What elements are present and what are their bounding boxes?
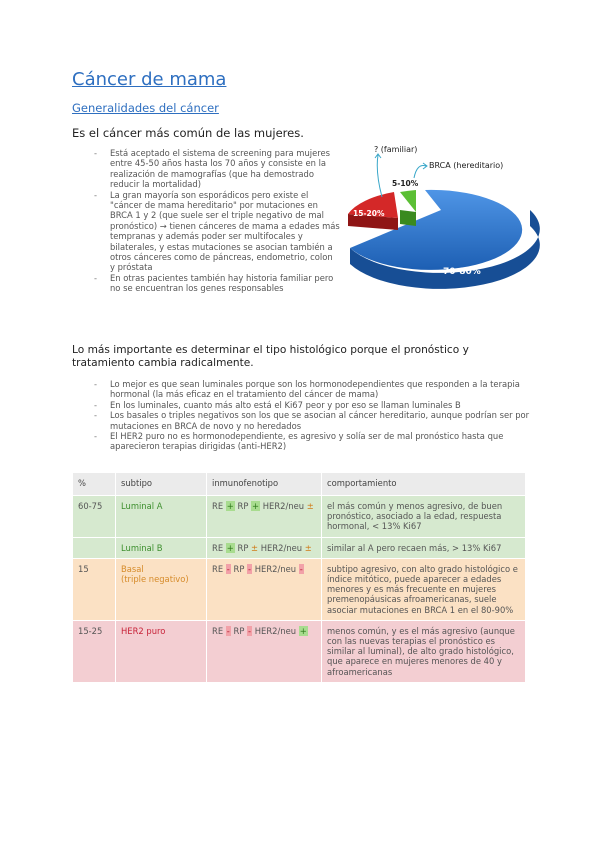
cell-comportamiento: similar al A pero recaen más, > 13% Ki67 (322, 537, 526, 558)
cell-pct: 15 (73, 558, 116, 620)
cell-comportamiento: subtipo agresivo, con alto grado histológico e índice mitótico, puede aparecer a edades menores y es más frecuente en mujeres premenopáusicas afroamericanas, suele asociar mutaciones en BRCA 1 en el 80-90% (322, 558, 526, 620)
cell-comportamiento: el más común y menos agresivo, de buen pronóstico, asociado a la edad, respuesta hormonal, < 13% Ki67 (322, 496, 526, 538)
list-item: - En los luminales, cuanto más alto está el Ki67 peor y por eso se llaman luminales B (92, 400, 532, 410)
list-item: - El HER2 puro no es hormonodependiente, es agresivo y solía ser de mal pronóstico hasta que aparecieron terapias dirigidas (anti-HER2) (92, 431, 532, 452)
cell-comportamiento: menos común, y es el más agresivo (aunque con las nuevas terapias el pronóstico es similar al luminal), de alto grado histológico, que aparece en mujeres menores de 40 y afroamericanas (322, 620, 526, 682)
table-row (73, 496, 526, 538)
table-row (73, 537, 526, 558)
lead-paragraph: Es el cáncer más común de las mujeres. (72, 126, 304, 140)
section-heading: Generalidades del cáncer (72, 101, 219, 115)
cell-inmunofenotipo: RE + RP + HER2/neu ± (207, 496, 322, 538)
table-row (73, 558, 526, 620)
annotation-familiar: ? (familiar) (374, 145, 418, 154)
cell-inmunofenotipo: RE - RP - HER2/neu - (207, 558, 322, 620)
pie-slice-green-depth (400, 210, 416, 226)
cell-subtipo: HER2 puro (116, 620, 207, 682)
pie-label-green: 5-10% (392, 179, 419, 188)
pie-label-blue: 70-80% (443, 267, 481, 277)
header-inmunofenotipo: inmunofenotipo (207, 473, 322, 496)
cell-inmunofenotipo: RE - RP - HER2/neu + (207, 620, 322, 682)
section-heading-histology: Lo más importante es determinar el tipo histológico porque el pronóstico y tratamiento cambia radicalmente. (72, 344, 469, 369)
cell-pct: 60-75 (73, 496, 116, 538)
list-item: - Los basales o triples negativos son los que se asocian al cáncer hereditario, aunque podrían ser por mutaciones en BRCA de novo y no heredados (92, 410, 532, 431)
annotation-brca: BRCA (hereditario) (429, 161, 504, 170)
pie-chart (340, 140, 540, 315)
annotation-arrow-brca (414, 163, 427, 178)
table-row (73, 620, 526, 682)
pie-label-red: 15-20% (353, 209, 385, 218)
list-item: - Está aceptado el sistema de screening para mujeres entre 45-50 años hasta los 70 años y consiste en la realización de mamografías (que ha demostrado reducir la mortalidad) (92, 148, 340, 190)
pie-slice-green (400, 190, 416, 212)
subtype-table (72, 472, 526, 683)
cell-pct: 15-25 (73, 620, 116, 682)
header-subtipo: subtipo (116, 473, 207, 496)
annotation-arrow-familiar (375, 154, 382, 197)
header-comportamiento: comportamiento (322, 473, 526, 496)
list-item: - La gran mayoría son esporádicos pero existe el "cáncer de mama hereditario" por mutaciones en BRCA 1 y 2 (que suele ser el triple negativo de mal pronóstico) → tienen cánceres de mama a edades más tempranas y además poder ser multifocales y bilaterales, y estas mutaciones se asocian también a otros cánceres como de páncreas, endometrio, colon y próstata (92, 190, 340, 273)
cell-pct (73, 537, 116, 558)
table-header-row (73, 473, 526, 496)
list-item: - Lo mejor es que sean luminales porque son los hormonodependientes que responden a la terapia hormonal (la más eficaz en el tratamiento del cáncer de mama) (92, 379, 532, 400)
cell-subtipo: Basal (triple negativo) (116, 558, 207, 620)
bullet-list-subtypes (92, 379, 532, 452)
bullet-list-screening (92, 148, 340, 294)
cell-subtipo: Luminal A (116, 496, 207, 538)
page-title: Cáncer de mama (72, 69, 227, 90)
header-pct: % (73, 473, 116, 496)
list-item: - En otras pacientes también hay historia familiar pero no se encuentran los genes responsables (92, 273, 340, 294)
cell-subtipo: Luminal B (116, 537, 207, 558)
cell-inmunofenotipo: RE + RP ± HER2/neu ± (207, 537, 322, 558)
